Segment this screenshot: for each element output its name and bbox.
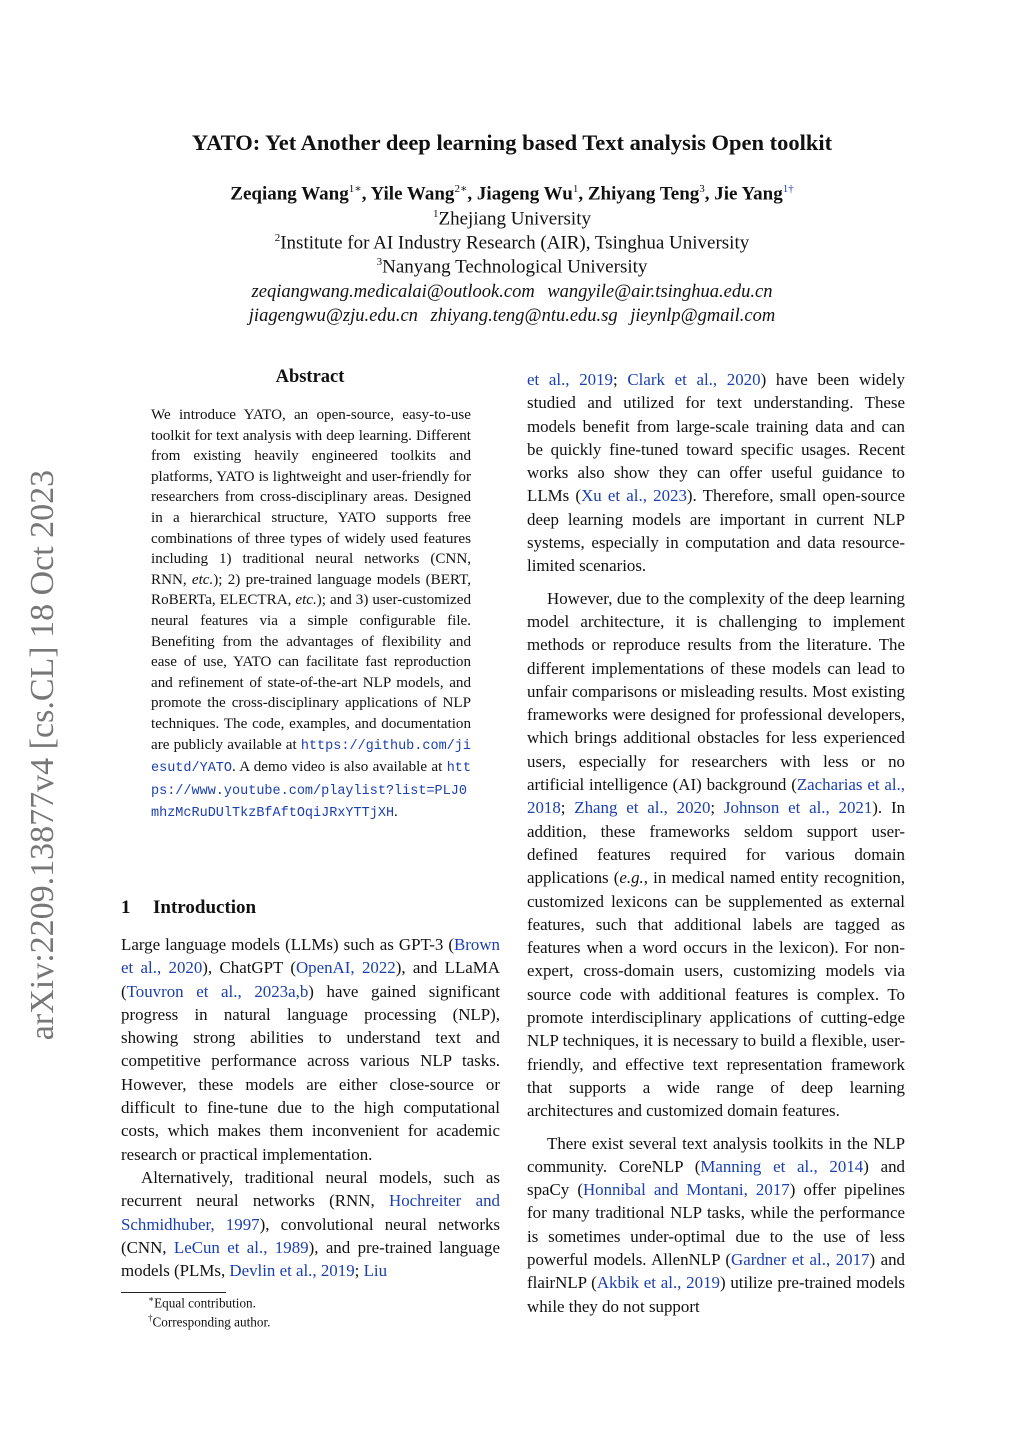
email-line: zeqiangwang.medicalai@outlook.com wangyile@air.tsinghua.edu.cn — [251, 282, 773, 302]
citation-link[interactable]: Johnson et al., 2021 — [723, 798, 873, 818]
author-mark: 1∗ — [348, 183, 362, 195]
paragraph — [527, 587, 905, 1123]
citation-link[interactable]: Devlin et al., 2019 — [229, 1261, 355, 1281]
affiliation — [0, 208, 1024, 230]
author-list: Zeqiang Wang$^{1∗}$, Yile Wang$^{2∗}$, Jiageng Wu$^1$, Zhiyang Teng$^3$, Jie Yang$^{1\dagger}$ — [230, 183, 794, 205]
abstract-text: . A demo video is also available at — [232, 759, 447, 776]
abstract-etc: etc. — [191, 571, 214, 588]
paragraph-text: ), and pre-trained language models (PLMs, — [121, 1237, 500, 1281]
abstract-text: ); and 3) user-customized neural features via a simple configurable file. Benefiting from the advantages of flexibility and ease of use, YATO can facilitate fast reproduction and refinement of state-of-the-art NLP models, and promote the cross-disciplinary applications of NLP techniques. The code, examples, and documentation are publicly available at — [151, 592, 471, 753]
arxiv-stamp-text: arXiv:2209.13877v4 [cs.CL] 18 Oct 2023 — [24, 469, 61, 1041]
author-name: Jie Yang — [714, 183, 783, 205]
citation-link[interactable]: Gardner et al., 2017 — [731, 1249, 870, 1269]
footnote-rule — [121, 1292, 226, 1293]
affiliation-mark: 2 — [274, 232, 281, 244]
footnote — [148, 1294, 256, 1311]
footnote-text: Corresponding author. — [152, 1314, 271, 1330]
footnote — [148, 1313, 270, 1330]
left-column — [121, 933, 500, 1282]
abstract-body — [151, 405, 471, 825]
affiliation — [0, 232, 1024, 254]
footnote-mark: ∗ — [148, 1294, 155, 1304]
paragraph-text: ), convolutional neural networks (CNN, — [121, 1214, 500, 1257]
arxiv-stamp — [18, 455, 68, 1055]
email-line: jiagengwu@zju.edu.cn zhiyang.teng@ntu.edu.sg jieynlp@gmail.com — [248, 306, 776, 326]
citation-link[interactable]: Manning et al., 2014 — [700, 1156, 864, 1176]
author-mark: 2∗ — [454, 183, 468, 195]
affiliation-name: Institute for AI Industry Research (AIR), Tsinghua University — [280, 232, 750, 254]
author-mark: 1† — [782, 183, 794, 195]
paragraph — [121, 1166, 500, 1282]
video-link[interactable]: https://www.youtube.com/playlist?list=PLJ0mhzMcRuDUlTkzBfAftOqiJRxYTTjXH — [151, 761, 471, 822]
affiliation-mark: 3 — [376, 256, 383, 268]
author-mark: 1 — [572, 183, 579, 195]
author-mark: 3 — [699, 183, 705, 195]
abstract-text: ); 2) pre-trained language models (BERT, RoBERTa, ELECTRA, — [151, 571, 471, 609]
right-column — [527, 368, 905, 1318]
citation-link[interactable]: Honnibal and Montani, 2017 — [582, 1180, 790, 1200]
abstract-text: We introduce YATO, an open-source, easy-to-use toolkit for text analysis with deep learning. Different from existing heavily engineered toolkits and platforms, YATO is lightweight and user-friendly for researchers from cross-disciplinary areas. Designed in a hierarchical structure, YATO supports free combinations of three types of widely used features including 1) traditional neural networks (CNN, RNN, — [151, 407, 471, 588]
paragraph-text: Large language models (LLMs) such as GPT-3 ( — [121, 935, 455, 954]
affiliation-name: Nanyang Technological University — [382, 256, 648, 278]
affiliation — [0, 256, 1024, 278]
abstract-etc: etc. — [295, 592, 317, 609]
citation-link[interactable]: et al., 2019 — [527, 370, 613, 389]
citation-link[interactable]: Zacharias et al., 2018 — [527, 775, 905, 818]
abstract-heading: Abstract — [275, 367, 345, 387]
paragraph — [121, 933, 500, 1166]
section-heading — [121, 897, 256, 919]
paragraph-text: There exist several text analysis toolkits in the NLP community. CoreNLP ( — [527, 1133, 905, 1176]
paragraph — [527, 1132, 905, 1318]
paragraph — [527, 368, 905, 578]
paragraph-text: ; — [354, 1261, 364, 1281]
section-number: 1 — [121, 897, 131, 918]
paragraph-text: ) utilize pre-trained models while they do not support — [527, 1273, 905, 1316]
paragraph-text: ), ChatGPT ( — [202, 958, 296, 978]
paragraph-text: , in medical named entity recognition, customized lexicons can be supplemented as external features, such that additional labels are tagged as features when a word occurs in the lexicon). For non-expert, cross-domain users, customizing models via source code with additional features is complex. To promote interdisciplinary applications of cutting-edge NLP techniques, it is necessary to build a flexible, user-friendly, and effective text representation framework that supports a wide range of deep learning architectures and customized domain features. — [527, 868, 905, 1121]
paragraph-text: ) offer pipelines for many traditional NLP tasks, while the performance is sometimes under-optimal due to the use of less powerful models. AllenNLP ( — [527, 1180, 906, 1269]
github-link[interactable]: https://github.com/jiesutd/YATO — [151, 738, 471, 777]
citation-link[interactable]: OpenAI, 2022 — [295, 958, 396, 978]
author-name: Yile Wang — [370, 183, 455, 205]
paragraph-text: ) have been widely studied and utilized for text understanding. These models benefit from large-scale training data and can be quickly fine-tuned toward specific usages. Recent works also show they can offer useful guidance to LLMs ( — [527, 370, 905, 506]
affiliation-mark: 1 — [433, 208, 439, 220]
paragraph-text: However, due to the complexity of the deep learning model architecture, it is challenging to implement methods or reproduce results from the literature. The different implementations of these models can lead to unfair comparisons or misleading results. Most existing frameworks were designed for professional developers, which brings additional obstacles for less experienced users, especially for researchers with less or no artificial intelligence (AI) background ( — [527, 588, 905, 795]
paragraph-text: ; — [612, 370, 628, 389]
citation-link[interactable]: Clark et al., 2020 — [627, 370, 761, 389]
paragraph-text: Alternatively, traditional neural models, such as recurrent neural networks (RNN, — [121, 1167, 500, 1211]
paragraph-text: ; — [560, 798, 575, 818]
footnote-text: Equal contribution. — [154, 1295, 256, 1311]
author-name: Zhiyang Teng — [587, 183, 700, 205]
section-title: Introduction — [153, 897, 257, 918]
author-name: Jiageng Wu — [476, 183, 573, 205]
citation-link[interactable]: Akbik et al., 2019 — [596, 1273, 720, 1293]
paragraph-text: ) and flairNLP ( — [527, 1249, 906, 1293]
paragraph-text: ). In addition, these frameworks seldom support user-defined features required for various domain applications ( — [527, 798, 906, 888]
citation-link[interactable]: Liu — [363, 1261, 388, 1281]
paragraph-text: ) have gained significant progress in natural language processing (NLP), showing strong abilities to understand text and competitive performance across various NLP tasks. However, these models are either close-source or difficult to fine-tune due to the high computational costs, which makes them inconvenient for academic research or practical implementation. — [121, 981, 500, 1164]
paragraph-text: e.g. — [619, 868, 644, 888]
citation-link[interactable]: Hochreiter and Schmidhuber, 1997 — [121, 1191, 500, 1234]
paragraph-text: ), and LLaMA ( — [121, 958, 500, 1001]
citation-link[interactable]: Xu et al., 2023 — [581, 486, 687, 506]
paragraph-text: ). Therefore, small open-source deep learning models are important in current NLP systems, especially in computation and data resource-limited scenarios. — [527, 486, 906, 576]
abstract-text: . — [394, 804, 398, 821]
citation-link[interactable]: LeCun et al., 1989 — [173, 1237, 309, 1257]
affiliation-name: Zhejiang University — [438, 208, 591, 230]
author-name: Zeqiang Wang — [230, 183, 349, 205]
paragraph-text: ; — [710, 798, 724, 818]
citation-link[interactable]: Brown et al., 2020 — [121, 935, 500, 978]
paragraph-text: ) and spaCy ( — [527, 1156, 905, 1200]
citation-link[interactable]: Touvron et al., 2023a,b — [126, 981, 309, 1001]
citation-link[interactable]: Zhang et al., 2020 — [574, 798, 711, 818]
footnote-mark: † — [148, 1313, 153, 1323]
paper-title: YATO: Yet Another deep learning based Text analysis Open toolkit — [191, 130, 833, 155]
